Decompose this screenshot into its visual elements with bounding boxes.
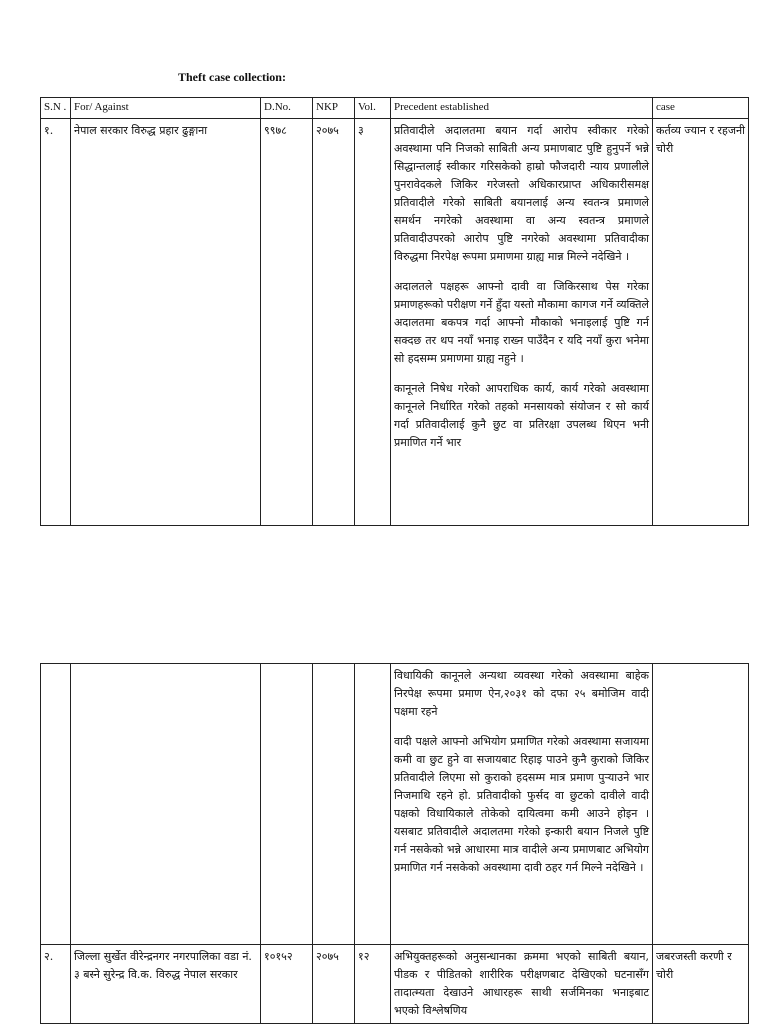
cell-nkp: २०७५ xyxy=(313,119,355,526)
case-table-page-1 xyxy=(40,97,749,526)
cell-precedent xyxy=(391,119,653,526)
cell-dno: १०१५२ xyxy=(261,945,313,1024)
precedent-paragraph: अभियुक्तहरूको अनुसन्धानका क्रममा भएको साबिती बयान, पीडक र पीडितको शारीरिक परीक्षणबाट देखिएको घटनासँग तादात्म्यता देखाउने आधारहरू साथी सर्जमिनका भनाइबाट भएको विश्लेषणिय xyxy=(394,950,649,1017)
cell-for-against: नेपाल सरकार विरुद्ध प्रहार ढुङ्गाना xyxy=(71,119,261,526)
cell-sn: १. xyxy=(41,119,71,526)
document-title: Theft case collection: xyxy=(178,70,286,84)
table-row xyxy=(41,664,749,945)
cell-nkp xyxy=(313,664,355,945)
cell-vol: ३ xyxy=(355,119,391,526)
precedent-paragraph: अदालतले पक्षहरू आफ्नो दावी वा जिकिरसाथ पेस गरेका प्रमाणहरूको परीक्षण गर्ने हुँदा यस्तो मौकामा कागज गर्ने व्यक्तिले अदालतमा बकपत्र गर्दा आफ्नो मौकाको भनाइलाई पुष्टि गर्न सक्दछ तर थप नयाँ भनाइ राख्न पाउँदैन र यदि नयाँ कुरा भनेमा सो हदसम्म प्रमाणमा ग्राह्य नहुने । xyxy=(394,280,649,365)
table-row xyxy=(41,945,749,1024)
cell-case xyxy=(653,664,749,945)
cell-dno xyxy=(261,664,313,945)
header-precedent: Precedent established xyxy=(391,98,653,119)
cell-case: जबरजस्ती करणी र चोरी xyxy=(653,945,749,1024)
header-sn: S.N . xyxy=(41,98,71,119)
header-nkp: NKP xyxy=(313,98,355,119)
precedent-paragraph: प्रतिवादीले अदालतमा बयान गर्दा आरोप स्वीकार गरेको अवस्थामा पनि निजको साबिती अन्य प्रमाणबाट पुष्टि हुनुपर्ने भन्ने सिद्धान्तलाई स्वीकार गरिसकेको हाम्रो फौजदारी न्याय प्रणालीले पुनरावेदकले जिकिर गरेजस्तो अधिकारप्राप्त अधिकारीसमक्ष प्रतिवादीले गरेको साबिती बयानलाई अन्य स्वतन्त्र प्रमाणले समर्थन नगरेको अवस्थामा वा अन्य स्वतन्त्र प्रमाणले प्रतिवादीउपरको आरोप पुष्टि नगरेको अवस्थामा प्रतिवादीका विरुद्धमा निरपेक्ष रूपमा प्रमाणमा ग्राह्य मान्न मिल्ने नदेखिने । xyxy=(394,124,649,263)
header-case: case xyxy=(653,98,749,119)
header-dno: D.No. xyxy=(261,98,313,119)
cell-case: कर्तव्य ज्यान र रहजनी चोरी xyxy=(653,119,749,526)
precedent-paragraph: विधायिकी कानूनले अन्यथा व्यवस्था गरेको अवस्थामा बाहेक निरपेक्ष रूपमा प्रमाण ऐन,२०३१ को दफा २५ बमोजिम वादी पक्षमा रहने xyxy=(394,669,649,718)
header-for-against: For/ Against xyxy=(71,98,261,119)
precedent-paragraph: कानूनले निषेध गरेको आपराधिक कार्य, कार्य गरेको अवस्थामा कानूनले निर्धारित गरेको तहको मनसायको संयोजन र सो कार्य गर्दा प्रतिवादीलाई कुनै छुट वा प्रतिरक्षा उपलब्ध थिएन भनी प्रमाणित गर्ने भार xyxy=(394,382,649,449)
cell-for-against xyxy=(71,664,261,945)
cell-vol xyxy=(355,664,391,945)
header-vol: Vol. xyxy=(355,98,391,119)
precedent-paragraph: वादी पक्षले आफ्नो अभियोग प्रमाणित गरेको अवस्थामा सजायमा कमी वा छुट हुने वा सजायबाट रिहाइ पाउने कुनै कुराको जिकिर प्रतिवादीले लिएमा सो कुराको हदसम्म मात्र प्रमाण पुऱ्याउने भार निजमाथि रहने हो. प्रतिवादीको फुर्सद वा छुटको दावीले वादी पक्षको विधायिकाले तोकेको दायित्वमा कमी आउने होइन । यसबाट प्रतिवादीले अदालतमा गरेको इन्कारी बयान निजले पुष्टि गर्न नसकेको भन्ने आधारमा मात्र वादीले अन्य प्रमाणबाट अभियोग प्रमाणित गर्न नसकेको अवस्थामा दावी ठहर गर्न मिल्ने नदेखिने । xyxy=(394,735,649,874)
cell-nkp: २०७५ xyxy=(313,945,355,1024)
cell-sn xyxy=(41,664,71,945)
cell-for-against: जिल्ला सुर्खेत वीरेन्द्रनगर नगरपालिका वडा नं. ३ बस्ने सुरेन्द्र वि.क. विरुद्ध नेपाल सरकार xyxy=(71,945,261,1024)
cell-precedent xyxy=(391,664,653,945)
case-table-page-2 xyxy=(40,663,749,1024)
cell-sn: २. xyxy=(41,945,71,1024)
table-row xyxy=(41,119,749,526)
cell-precedent xyxy=(391,945,653,1024)
cell-vol: १२ xyxy=(355,945,391,1024)
cell-dno: ९९७८ xyxy=(261,119,313,526)
table-header-row xyxy=(41,98,749,119)
